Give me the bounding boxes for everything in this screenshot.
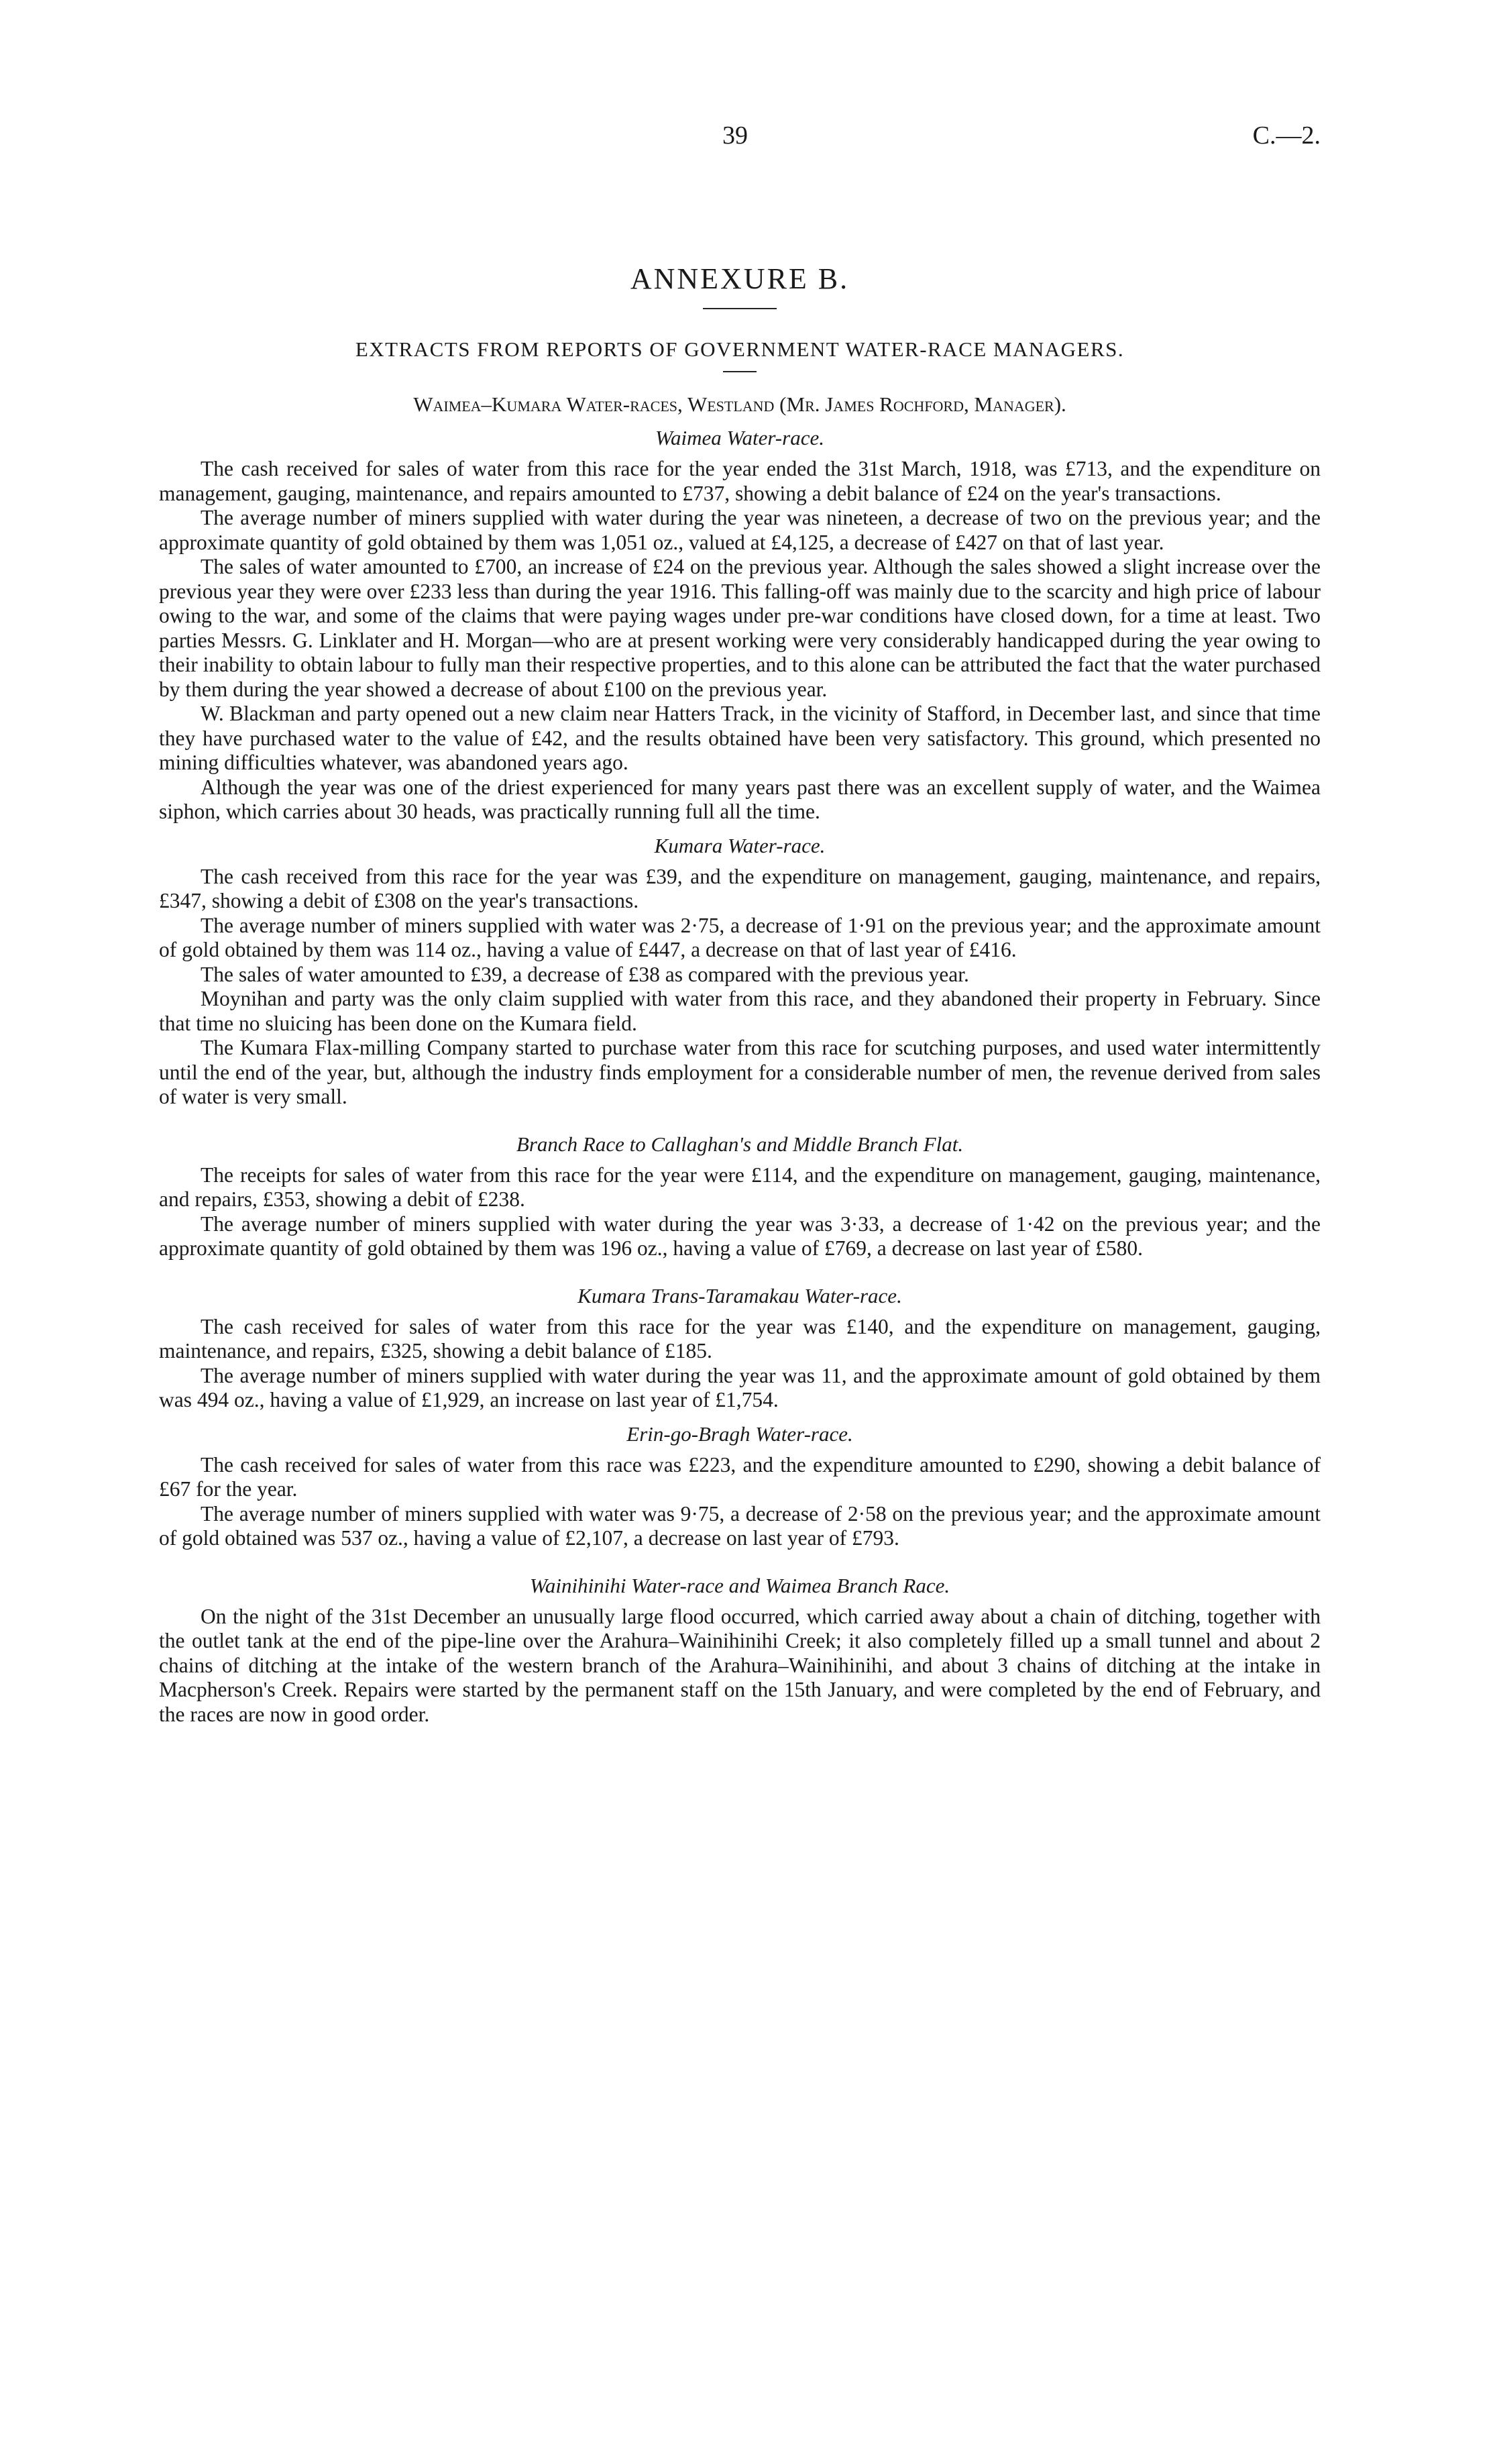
section-title: Kumara Trans-Taramakau Water-race. — [577, 1283, 902, 1307]
paragraph: The average number of miners supplied with water during the year was nineteen, a decrease of two on the previous year; and the approximate quantity of gold obtained by them was 1,051 oz., valued at £4,125, a decrease of £427 on that of last year. — [159, 506, 1321, 554]
paragraph: The average number of miners supplied with water was 2·75, a decrease of 1·91 on the previous year; and the approximate amount of gold obtained by them was 114 oz., having a value of £447, a decrease on that of last year of £416. — [159, 913, 1321, 961]
extracts-title: EXTRACTS FROM REPORTS OF GOVERNMENT WATER-RACE MANAGERS. — [355, 337, 1125, 361]
paragraph: On the night of the 31st December an unusually large flood occurred, which carried away about a chain of ditching, together with the outlet tank at the end of the pipe-line over the Arahura–Wainihinihi Creek; it also completely filled up a small tunnel and about 2 chains of ditching at the intake of the western branch of the Arahura–Wainihinihi, and about 3 chains of ditching at the intake in Macpherson's Creek. Repairs were started by the permanent staff on the 15th January, and were completed by the end of February, and the races are now in good order. — [159, 1604, 1321, 1726]
page-number: 39 — [722, 121, 748, 150]
section-title: Erin-go-Bragh Water-race. — [626, 1422, 853, 1446]
section-waimea-water-race — [159, 426, 1321, 824]
paragraph: The receipts for sales of water from this race for the year were £114, and the expenditure on management, gauging, maintenance, and repairs, £353, showing a debit of £238. — [159, 1163, 1321, 1211]
section-title: Branch Race to Callaghan's and Middle Branch Flat. — [516, 1132, 964, 1156]
subtitle-divider — [723, 371, 757, 372]
district-subheading: Waimea–Kumara Water-races, Westland (Mr. James Rochford, Manager). — [413, 392, 1066, 416]
paragraph: The cash received for sales of water from this race for the year was £140, and the expenditure on management, gauging, maintenance, and repairs, £325, showing a debit balance of £185. — [159, 1314, 1321, 1362]
paragraph: The average number of miners supplied with water during the year was 11, and the approximate amount of gold obtained by them was 494 oz., having a value of £1,929, an increase on last year of £1,754. — [159, 1363, 1321, 1411]
paragraph: The average number of miners supplied with water was 9·75, a decrease of 2·58 on the previous year; and the approximate amount of gold obtained was 537 oz., having a value of £2,107, a decrease on last year of £793. — [159, 1501, 1321, 1550]
paragraph: The cash received for sales of water from this race for the year ended the 31st March, 1918, was £713, and the expenditure on management, gauging, maintenance, and repairs amounted to £737, showing a debit balance of £24 on the year's transactions. — [159, 457, 1321, 505]
paragraph: The sales of water amounted to £39, a decrease of £38 as compared with the previous year. — [201, 962, 969, 986]
section-title: Waimea Water-race. — [655, 426, 824, 449]
section-wainihinihi-water-race — [159, 1574, 1321, 1727]
document-page — [159, 121, 1321, 1727]
section-trans-taramakau-water-race — [159, 1284, 1321, 1413]
paragraph: The cash received for sales of water from this race was £223, and the expenditure amounted to £290, showing a debit balance of £67 for the year. — [159, 1452, 1321, 1501]
section-title: Wainihinihi Water-race and Waimea Branch Race. — [529, 1573, 950, 1597]
paragraph: The Kumara Flax-milling Company started to purchase water from this race for scutching purposes, and used water intermittently until the end of the year, but, although the industry finds employment for a considerable number of men, the revenue derived from sales of water is very small. — [159, 1036, 1321, 1108]
paragraph: Moynihan and party was the only claim supplied with water from this race, and they abandoned their property in February. Since that time no sluicing has been done on the Kumara field. — [159, 987, 1321, 1035]
paragraph: Although the year was one of the driest experienced for many years past there was an excellent supply of water, and the Waimea siphon, which carries about 30 heads, was practically running full all the time. — [159, 775, 1321, 823]
document-code: C.—2. — [1252, 121, 1321, 150]
section-title: Kumara Water-race. — [654, 833, 826, 857]
section-branch-race — [159, 1132, 1321, 1261]
section-erin-go-bragh-water-race — [159, 1422, 1321, 1551]
page-header — [159, 121, 1321, 161]
section-kumara-water-race — [159, 834, 1321, 1110]
title-divider — [703, 308, 777, 309]
paragraph: W. Blackman and party opened out a new claim near Hatters Track, in the vicinity of Stafford, in December last, and since that time they have purchased water to the value of £42, and the results obtained have been very satisfactory. This ground, which presented no mining difficulties whatever, was abandoned years ago. — [159, 702, 1321, 774]
annexure-title: ANNEXURE B. — [630, 262, 850, 295]
paragraph: The cash received from this race for the year was £39, and the expenditure on management, gauging, maintenance, and repairs, £347, showing a debit of £308 on the year's transactions. — [159, 864, 1321, 912]
paragraph: The average number of miners supplied with water during the year was 3·33, a decrease of 1·42 on the previous year; and the approximate quantity of gold obtained by them was 196 oz., having a value of £769, a decrease on last year of £580. — [159, 1212, 1321, 1260]
paragraph: The sales of water amounted to £700, an increase of £24 on the previous year. Although the sales showed a slight increase over the previous year they were over £233 less than during the year 1916. This falling-off was mainly due to the scarcity and high price of labour owing to the war, and some of the claims that were paying wages under pre-war conditions have closed down, for a time at least. Two parties Messrs. G. Linklater and H. Morgan—who are at present working were very considerably handicapped during the year owing to their inability to obtain labour to fully man their respective properties, and to this alone can be attributed the fact that the water purchased by them during the year showed a decrease of about £100 on the previous year. — [159, 555, 1321, 701]
